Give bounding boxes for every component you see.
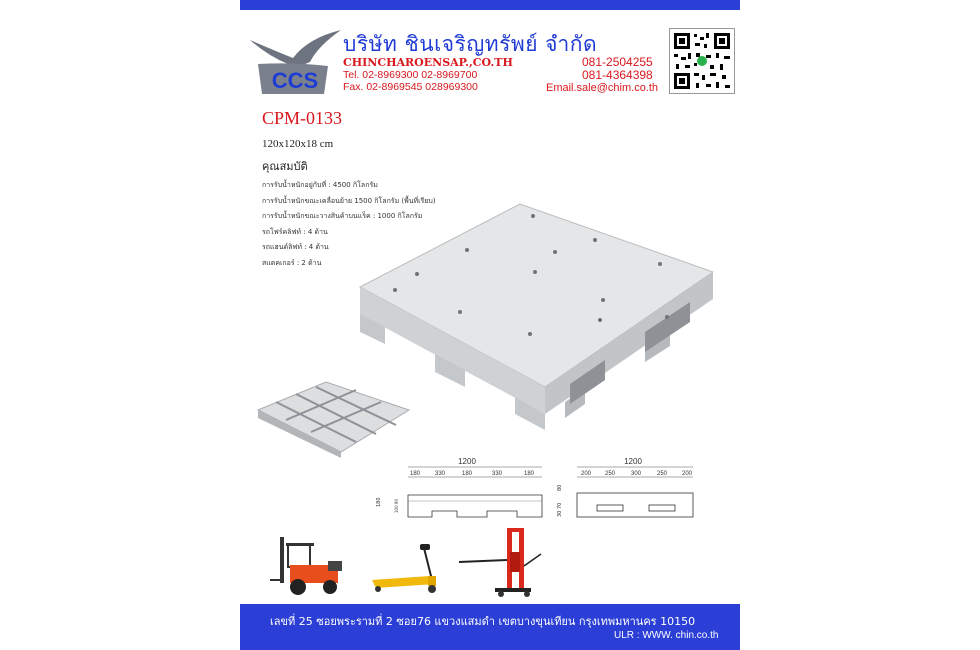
dimension-segment: 200 [580,471,592,477]
pallet-side-drawing [372,455,552,527]
dimension-segment: 250 [604,471,616,477]
dimension-segment: 250 [656,471,668,477]
logo-text: CCS [271,68,319,93]
hand-pallet-truck-illustration [368,540,443,595]
pallet-underside-illustration [256,380,411,460]
property-item: การรับน้ำหนักขณะเคลื่อนย้าย 1500 กิโลกรัม (พื้นที่เรียบ) [262,196,436,205]
dimension-segment: 300 [630,471,642,477]
pallet-front-drawing [553,455,703,527]
telephone: Tel. 02-8969300 02-8969700 [343,69,478,81]
property-item: การรับน้ำหนักอยู่กับที่ : 4500 กิโลกรัม [262,181,378,189]
property-item: รถแฮนด์ลิฟท์ : 4 ด้าน [262,243,329,252]
dimension-total: 1200 [458,457,476,466]
dimension-height: 30 70 [557,502,563,517]
footer-url: ULR : WWW. chin.co.th [614,630,719,641]
company-name-thai: บริษัท ชินเจริญทรัพย์ จำกัด [343,32,598,56]
product-model: CPM-0133 [262,108,343,128]
dimension-segment: 330 [491,471,503,477]
dimension-total: 1200 [624,457,642,466]
dimension-segment: 180 [523,471,535,477]
mobile-2: 081-4364398 [582,68,653,82]
dimension-segment: 200 [681,471,693,477]
product-size: 120x120x18 cm [262,138,334,150]
properties-title: คุณสมบัติ [262,160,308,173]
dimension-segment: 180 [409,471,421,477]
dimension-segment: 330 [434,471,446,477]
dimension-height: 80 [557,484,563,491]
company-logo [248,28,343,96]
dimension-inner-height: 100 90 [394,499,399,513]
email: Email.sale@chim.co.th [546,82,659,94]
property-item: สแตคเกอร์ : 2 ด้าน [262,258,322,267]
qr-code [669,28,735,94]
footer-address: เลขที่ 25 ซอยพระรามที่ 2 ซอย76 แขวงแสมดำ เขตบางขุนเทียน กรุงเทพมหานคร 10150 [270,615,696,628]
company-name-english: CHINCHAROENSAP.,CO.TH [343,56,513,69]
forklift-illustration [268,535,353,597]
top-blue-bar [240,0,740,10]
property-item: รถโฟร์คลิฟท์ : 4 ด้าน [262,227,328,236]
fax: Fax. 02-8969545 028969300 [343,81,478,93]
dimension-height: 180 [376,497,382,507]
property-item: การรับน้ำหนักขณะวางสินค้าบนแร็ค : 1000 กิโลกรัม [262,212,423,221]
manual-stacker-illustration [455,526,545,598]
mobile-1: 081-2504255 [582,55,653,69]
dimension-segment: 180 [461,471,473,477]
